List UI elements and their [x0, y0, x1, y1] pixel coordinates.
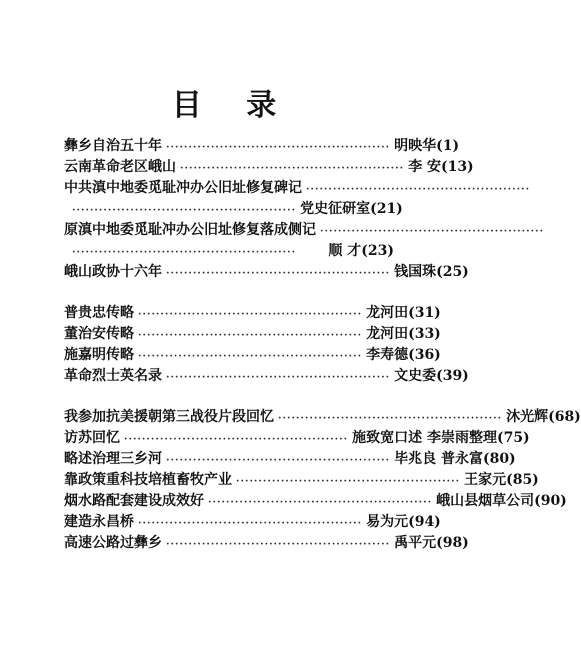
- toc-entry-title: 彝乡自治五十年: [64, 138, 162, 154]
- toc-entry-author-page: 龙河田(33): [366, 326, 441, 342]
- toc-entry-title: 峨山政协十六年: [64, 264, 162, 280]
- toc-entry: 施嘉明传略 ·················································· 李寿德(36): [64, 345, 394, 366]
- toc-entry-title: 董治安传略: [64, 326, 134, 342]
- toc-entry-title: 靠政策重科技培植畜牧产业: [64, 472, 232, 488]
- toc-entry-author-page: 易为元(94): [366, 514, 441, 530]
- toc-entry-title: 烟水路配套建设成效好: [64, 493, 204, 509]
- toc-entry: 中共滇中地委觅耻冲办公旧址修复碑记 ··················································: [64, 178, 394, 199]
- toc-entry-title: 施嘉明传略: [64, 347, 134, 363]
- toc-entry-author-page: 党史征研室(21): [300, 201, 403, 217]
- toc-entry-author-page: 顺 才(23): [328, 243, 394, 259]
- toc-entry-title: 我参加抗美援朝第三战役片段回忆: [64, 409, 274, 425]
- toc-entry-title: 建造永昌桥: [64, 514, 134, 530]
- toc-entry: 建造永昌桥 ·················································· 易为元(94): [64, 512, 394, 533]
- toc-entry-author-page: 峨山县烟草公司(90): [436, 493, 567, 509]
- toc-entry: 高速公路过彝乡 ·················································· 禹平元(98): [64, 533, 394, 554]
- toc-entry-title: 略述治理三乡河: [64, 451, 162, 467]
- toc-entry-title: 普贵忠传略: [64, 305, 134, 321]
- table-of-contents: [64, 136, 581, 554]
- toc-entry: 云南革命老区峨山 ·················································· 李 安(13): [64, 157, 394, 178]
- toc-entry-author-page: 李 安(13): [408, 159, 474, 175]
- toc-entry: 略述治理三乡河 ·················································· 毕兆良 普永富(80): [64, 449, 394, 470]
- toc-entry-title: 访苏回忆: [64, 430, 120, 446]
- toc-entry-author-page: 王家元(85): [464, 472, 539, 488]
- toc-entry-author-page: 施致宽口述 李崇雨整理(75): [352, 430, 530, 446]
- toc-entry-continuation: ·················································· 顺 才(23): [64, 241, 394, 262]
- toc-entry: 访苏回忆 ·················································· 施致宽口述 李崇雨整理(75): [64, 428, 394, 449]
- toc-entry: 我参加抗美援朝第三战役片段回忆 ·················································· 沐光辉(68): [64, 407, 394, 428]
- toc-entry: 普贵忠传略 ·················································· 龙河田(31): [64, 303, 394, 324]
- toc-entry: 革命烈士英名录 ·················································· 文史委(39): [64, 366, 394, 387]
- toc-entry: 彝乡自治五十年 ·················································· 明映华(1): [64, 136, 394, 157]
- toc-entry: 董治安传略 ·················································· 龙河田(33): [64, 324, 394, 345]
- section-gap: [64, 387, 394, 407]
- toc-entry-author-page: 毕兆良 普永富(80): [394, 451, 516, 467]
- toc-entry-continuation: ·················································· 党史征研室(21): [64, 199, 394, 220]
- toc-entry-author-page: 钱国珠(25): [394, 264, 469, 280]
- section-gap: [64, 283, 394, 303]
- toc-entry-author-page: 龙河田(31): [366, 305, 441, 321]
- toc-entry-author-page: 文史委(39): [394, 368, 469, 384]
- toc-entry-author-page: 沐光辉(68): [506, 409, 581, 425]
- page-title: 目 录: [171, 88, 279, 123]
- toc-entry: 原滇中地委觅耻冲办公旧址修复落成侧记 ··················································: [64, 220, 394, 241]
- toc-entry: 峨山政协十六年 ·················································· 钱国珠(25): [64, 262, 394, 283]
- toc-entry: 靠政策重科技培植畜牧产业 ·················································· 王家元(85): [64, 470, 394, 491]
- toc-entry-title: 革命烈士英名录: [64, 368, 162, 384]
- toc-entry-title: 原滇中地委觅耻冲办公旧址修复落成侧记: [64, 222, 316, 238]
- toc-entry-title: 中共滇中地委觅耻冲办公旧址修复碑记: [64, 180, 302, 196]
- toc-entry-author-page: 明映华(1): [394, 138, 460, 154]
- toc-entry-author-page: 禹平元(98): [394, 535, 469, 551]
- toc-entry-author-page: 李寿德(36): [366, 347, 441, 363]
- toc-entry-title: 云南革命老区峨山: [64, 159, 176, 175]
- toc-entry: 烟水路配套建设成效好 ·················································· 峨山县烟草公司(90): [64, 491, 394, 512]
- toc-entry-title: 高速公路过彝乡: [64, 535, 162, 551]
